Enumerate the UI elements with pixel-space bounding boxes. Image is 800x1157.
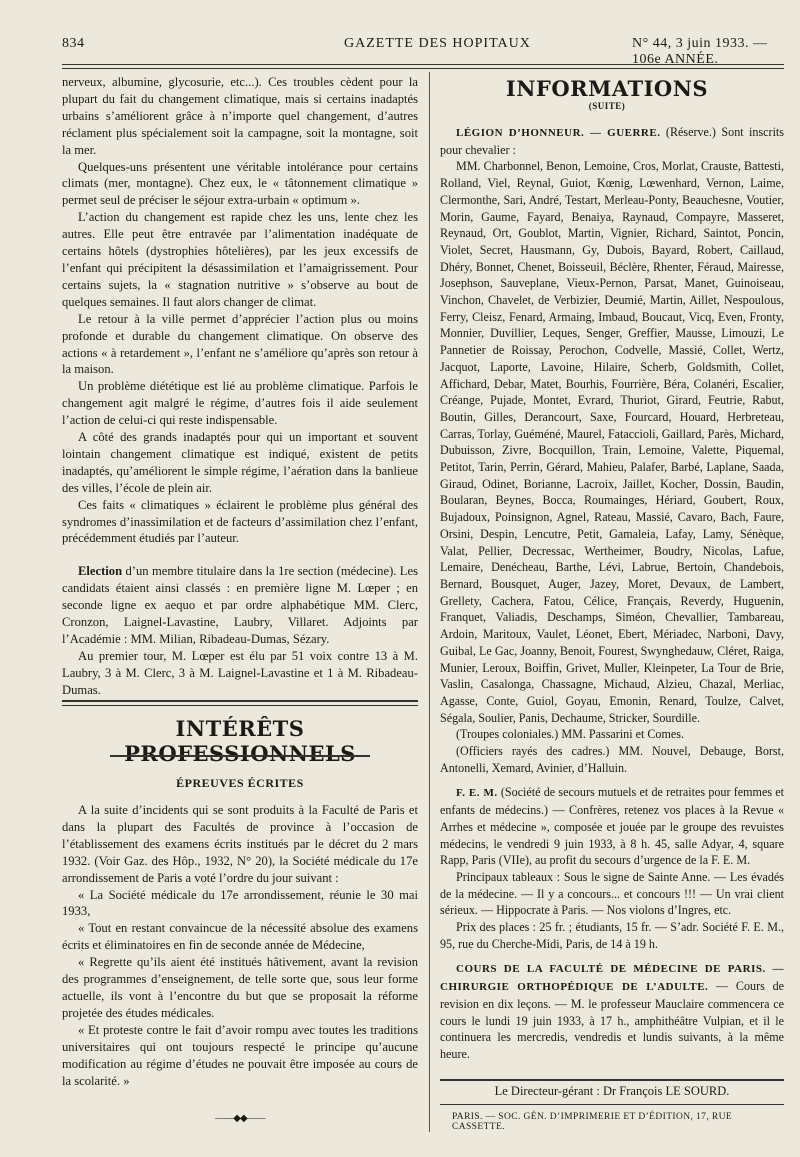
- informations-subtitle: (SUITE): [588, 101, 626, 111]
- legion-names: MM. Charbonnel, Benon, Lemoine, Cros, Morlat, Crauste, Battesti, Rolland, Viel, Reynal, Guiot, Kœnig, Lœwenhard, Vernon, Laime, Clermonthe, Sari, André, Testart, Merleau-Ponty, Beauchesne, Voutier, Morin, Gaume, Fayard, Benaiya, Raynaud, Compayre, Masseret, Reynaud, Ort, Goublot, Martin, Vignier, Richard, Saintot, Poncin, Violet, Secret, Hausmann, Gy, Dubois, Bayard, Robert, Caillaud, Dhéry, Bonnet, Chenet, Boisseuil, Béclère, Rhenter, Féraud, Mairesse, Josephson, Sauveplane, Vieux-Pernon, Parsat, Manet, Guinoiseau, Vinchon, Chavelet, de Verbizier, Deumié, Martin, Aillet, Nespoulous, Ferry, Cleisz, Fenard, Armaing, Imbaud, Boucaut, Vicq, Even, Fronty, Monnier, Duvillier, Leques, Senger, Greffier, Mausse, Limouzi, Le Pannetier de Roissay, Perochon, Codvelle, Massié, Collet, Wertz, Jacquot, Laporte, Lavoine, Hilaire, Scherb, Goldsmith, Collet, Affichard, Debar, Matet, Bourhis, Fourrière, Béra, Colanéri, Escalier, Créange, Pujade, Montet, Evrard, Thuriot, Girard, Feutrie, Rabut, Boutin, Gilles, Derancourt, Saxe, Fourcard, Houard, Herbreteau, Carras, Torlay, Guéméné, Maurel, Fataccioli, Gaillard, Parès, Michard, Dubuisson, Zivre, Bocquillon, Train, Lemoine, Valette, Piquemal, Petitot, Tarin, Perrin, Gérard, Mahieu, Palafer, Barbé, Laplane, Saada, Giraud, Odinet, Borianne, Lacroix, Jaillet, Kocher, Dossin, Baudin, Boularan, Beynes, Bocca, Roumainges, Hériard, Goubert, Roux, Bujadoux, Poinsignon, Agnel, Rateau, Massié, Cavaro, Bach, Faure, Orsini, Despin, Lencutre, Petit, Gamaleia, Lafay, Lamy, Sénèque, Valat, Pellier, Decressac, Wertheimer, Boudry, Nicolas, Lafue, Lemaire, Denécheau, Barthe, Lévi, Labrue, Bertoin, Chandebois, Bernard, Bousquet, Auger, Jazey, Moret, Devaux, de Lambert, Grellety, Cachera, Fatou, Célice, Français, Reverdy, Huguenin, Franquet, Valiadis, Deschamps, Siméon, Chevallier, Tambareau, Ardoin, Maritoux, Vaulet, Léonet, Ebert, Mériadec, Narboni, Davy, Guibal, Le Gac, Joanny, Benoit, Fourest, Swynghedauw, Cléret, Raiga, Munier, Leroux, Boiffin, Grivet, Muller, Kleinpeter, La Tour de Brie, Vaslin, Casalonga, Chassagne, Michaud, Alzieu, Chazal, Merliac, Agasse, Conte, Guiol, Goyau, Emonin, Renard, Toulze, Calvet, Ségala, Soulier, Panis, Dechaume, Stricker, Sourdille.: [440, 159, 784, 725]
- legion-text: (Réserve.) Sont inscrits pour chevalier :: [440, 125, 784, 157]
- section-rule-1: [62, 700, 418, 702]
- journal-title: GAZETTE DES HOPITAUX: [344, 36, 531, 51]
- column-divider: [429, 72, 430, 1132]
- title-underline: [110, 755, 370, 757]
- epreuves-paragraph-3: « Tout en restant convaincue de la nécessité absolue des examens écrits et éliminatoires en fin de seconde année de Médecine,: [62, 921, 418, 953]
- footer-rule-2: [440, 1104, 784, 1105]
- end-ornament: ——◆◆——: [215, 1113, 265, 1124]
- paragraph-5: Un problème diététique est lié au problème climatique. Parfois le changement agit malgré le régime, d’autres fois il aide seulement l’action de celui-ci qui reste indispensable.: [62, 379, 418, 428]
- legion-troupes: (Troupes coloniales.) MM. Passarini et Comes.: [456, 727, 684, 742]
- paragraph-3: L’action du changement est rapide chez les uns, lente chez les autres. Elle peut être entravée par l’alimentation inadéquate de certains hôtels (dystrophies hôtelières), par les jeux excessifs de l’enfant qui précipitent la désassimilation et l’amaigrissement. Pour certains sujets, la « stagnation nutritive » s’observe au bout de quelques semaines. Il faut alors changer de climat.: [62, 210, 418, 309]
- fem-tableaux: Principaux tableaux : Sous le signe de Sainte Anne. — Les évadés de la médecine. — Il y a concours... et concours !!! — Un vrai client sérieux. — Hippocrate à Paris. — Nos violons d’Ingres, etc.: [440, 869, 784, 918]
- imprimerie-line: PARIS. — SOC. GÉN. D’IMPRIMERIE ET D’ÉDITION, 17, RUE CASSETTE.: [452, 1112, 733, 1132]
- legion-lead: LÉGION D’HONNEUR. — GUERRE.: [456, 127, 661, 139]
- epreuves-paragraph-2: « La Société médicale du 17e arrondissement, réunie le 30 mai 1933,: [62, 887, 418, 919]
- fem-prix: Prix des places : 25 fr. ; étudiants, 15 fr. — S’adr. Société F. E. M., 95, rue du Cherche-Midi, Paris, de 14 à 19 h.: [440, 920, 784, 951]
- directeur-gerant: Le Directeur-gérant : Dr François LE SOURD.: [494, 1084, 730, 1098]
- fem-paragraph: [440, 784, 784, 869]
- header-rule-top: [62, 64, 784, 65]
- epreuves-paragraph-4: « Regrette qu’ils aient été institués hâtivement, avant la revision des programmes d’enseignement, de telle sorte que, sous leur forme actuelle, ils vont à l’encontre du but que se proposait la réforme projetée des études médicales.: [62, 955, 418, 1020]
- election-result: Au premier tour, M. Lœper est élu par 51 voix contre 13 à M. Laubry, 3 à M. Clerc, 3 à M. Laignel-Lavastine et 1 à M. Ribadeau-Dumas.: [62, 648, 418, 697]
- paragraph-2: Quelques-uns présentent une véritable intolérance pour certains climats (mer, montagne). Chez eux, le « tâtonnement climatique » permet seul de préciser le séjour extra-urbain « optimum ».: [62, 159, 418, 208]
- epreuves-paragraph-5: « Et proteste contre le fait d’avoir rompu avec toutes les traditions universitaires qui ont toujours respecté le principe qu’aucune modification au régime d’études ne pouvait être imposée au cours de la scolarité. »: [62, 1022, 418, 1088]
- fem-lead: F. E. M.: [456, 787, 498, 800]
- issue-info: N° 44, 3 juin 1933. — 106e ANNÉE.: [632, 36, 768, 67]
- paragraph-7: Ces faits « climatiques » éclairent le problème plus général des syndromes d’inassimilation et de facteurs d’assimilation chez l’enfant, précédemment étudiés par l’auteur.: [62, 497, 418, 546]
- paragraph-1: nerveux, albumine, glycosurie, etc...). Ces troubles cèdent pour la plupart du fait du changement climatique, mais si certains inadaptés urbains s’améliorent grâce à n’importe quel changement, d’autres réclament plus spécialement soit la campagne, soit la montagne, soit la mer.: [62, 75, 418, 157]
- paragraph-6: A côté des grands inadaptés pour qui un important et souvent lointain changement climatique est indiqué, existent de petits inadaptés, qu’améliorent le simple régime, l’aération dans la banlieue des villes, l’école de plein air.: [62, 430, 418, 495]
- epreuves-body: [62, 802, 418, 1089]
- election-text: d’un membre titulaire dans la 1re section (médecine). Les candidats étaient ainsi classés : en première ligne M. Lœper ; en seconde ligne ex aequo et par ordre alphabétique MM. Clerc, Cronzon, Laignel-Lavastine, Laubry, Villaret. Adjoints par l’Académie : MM. Milian, Ribadeau-Dumas, Sézary.: [62, 564, 418, 646]
- informations-title: INFORMATIONS: [505, 76, 709, 101]
- epreuves-title: ÉPREUVES ÉCRITES: [176, 776, 304, 790]
- paragraph-4: Le retour à la ville permet d’apprécier l’action plus ou moins profonde et durable du changement climatique. On observe des actions « à retardement », l’enfant ne s’améliore qu’après son retour à la maison.: [62, 311, 418, 377]
- section-rule-2: [62, 705, 418, 706]
- cours-lead: COURS DE LA FACULTÉ DE MÉDECINE DE PARIS. —: [456, 963, 784, 976]
- header-rule-bottom: [62, 68, 784, 69]
- election-lead: Election: [78, 564, 123, 579]
- footer-rule-1: [440, 1079, 784, 1081]
- cours-text: — Cours de revision en dix leçons. — M. le professeur Mauclaire commencera ce cours le lundi 19 juin 1933, à 17 h., amphithéâtre Vulpian, et il le continuera les mercredis, vendredis et lundis suivants, à la même heure.: [440, 979, 784, 1061]
- legion-paragraph: [440, 124, 784, 158]
- cours-paragraph: [440, 960, 784, 1062]
- interets-title: INTÉRÊTS PROFESSIONNELS: [124, 716, 356, 766]
- epreuves-paragraph-1: A la suite d’incidents qui se sont produits à la Faculté de Paris et dans la plupart des Facultés de province à l’occasion de l’établissement des examens écrits institués par le décret du 2 mars 1932. (Voir Gaz. des Hôp., 1932, N° 20), la Société médicale du 17e arrondissement de Paris a voté l’ordre du jour suivant :: [62, 803, 418, 885]
- page-header: [62, 36, 784, 67]
- legion-officiers: (Officiers rayés des cadres.) MM. Nouvel, Debauge, Borst, Antonelli, Xemard, Avinier, d’Halluin.: [440, 744, 784, 775]
- right-column: [440, 124, 784, 1063]
- page-number: 834: [62, 36, 85, 51]
- election-paragraph: [62, 563, 418, 648]
- left-column: [62, 74, 418, 699]
- fem-text: (Société de secours mutuels et de retraites pour femmes et enfants de médecins.) — Confrères, retenez vos places à la Revue « Arrhes et médecine », composée et jouée par le groupe des revuistes médecins, le vendredi 9 juin 1933, à 8 h. 45, salle Adyar, 4, square Rapp, Paris (VIIe), au profit du secours d’urgence de la F. E. M.: [440, 785, 784, 868]
- cours-sub: CHIRURGIE ORTHOPÉDIQUE DE L’ADULTE.: [440, 981, 709, 994]
